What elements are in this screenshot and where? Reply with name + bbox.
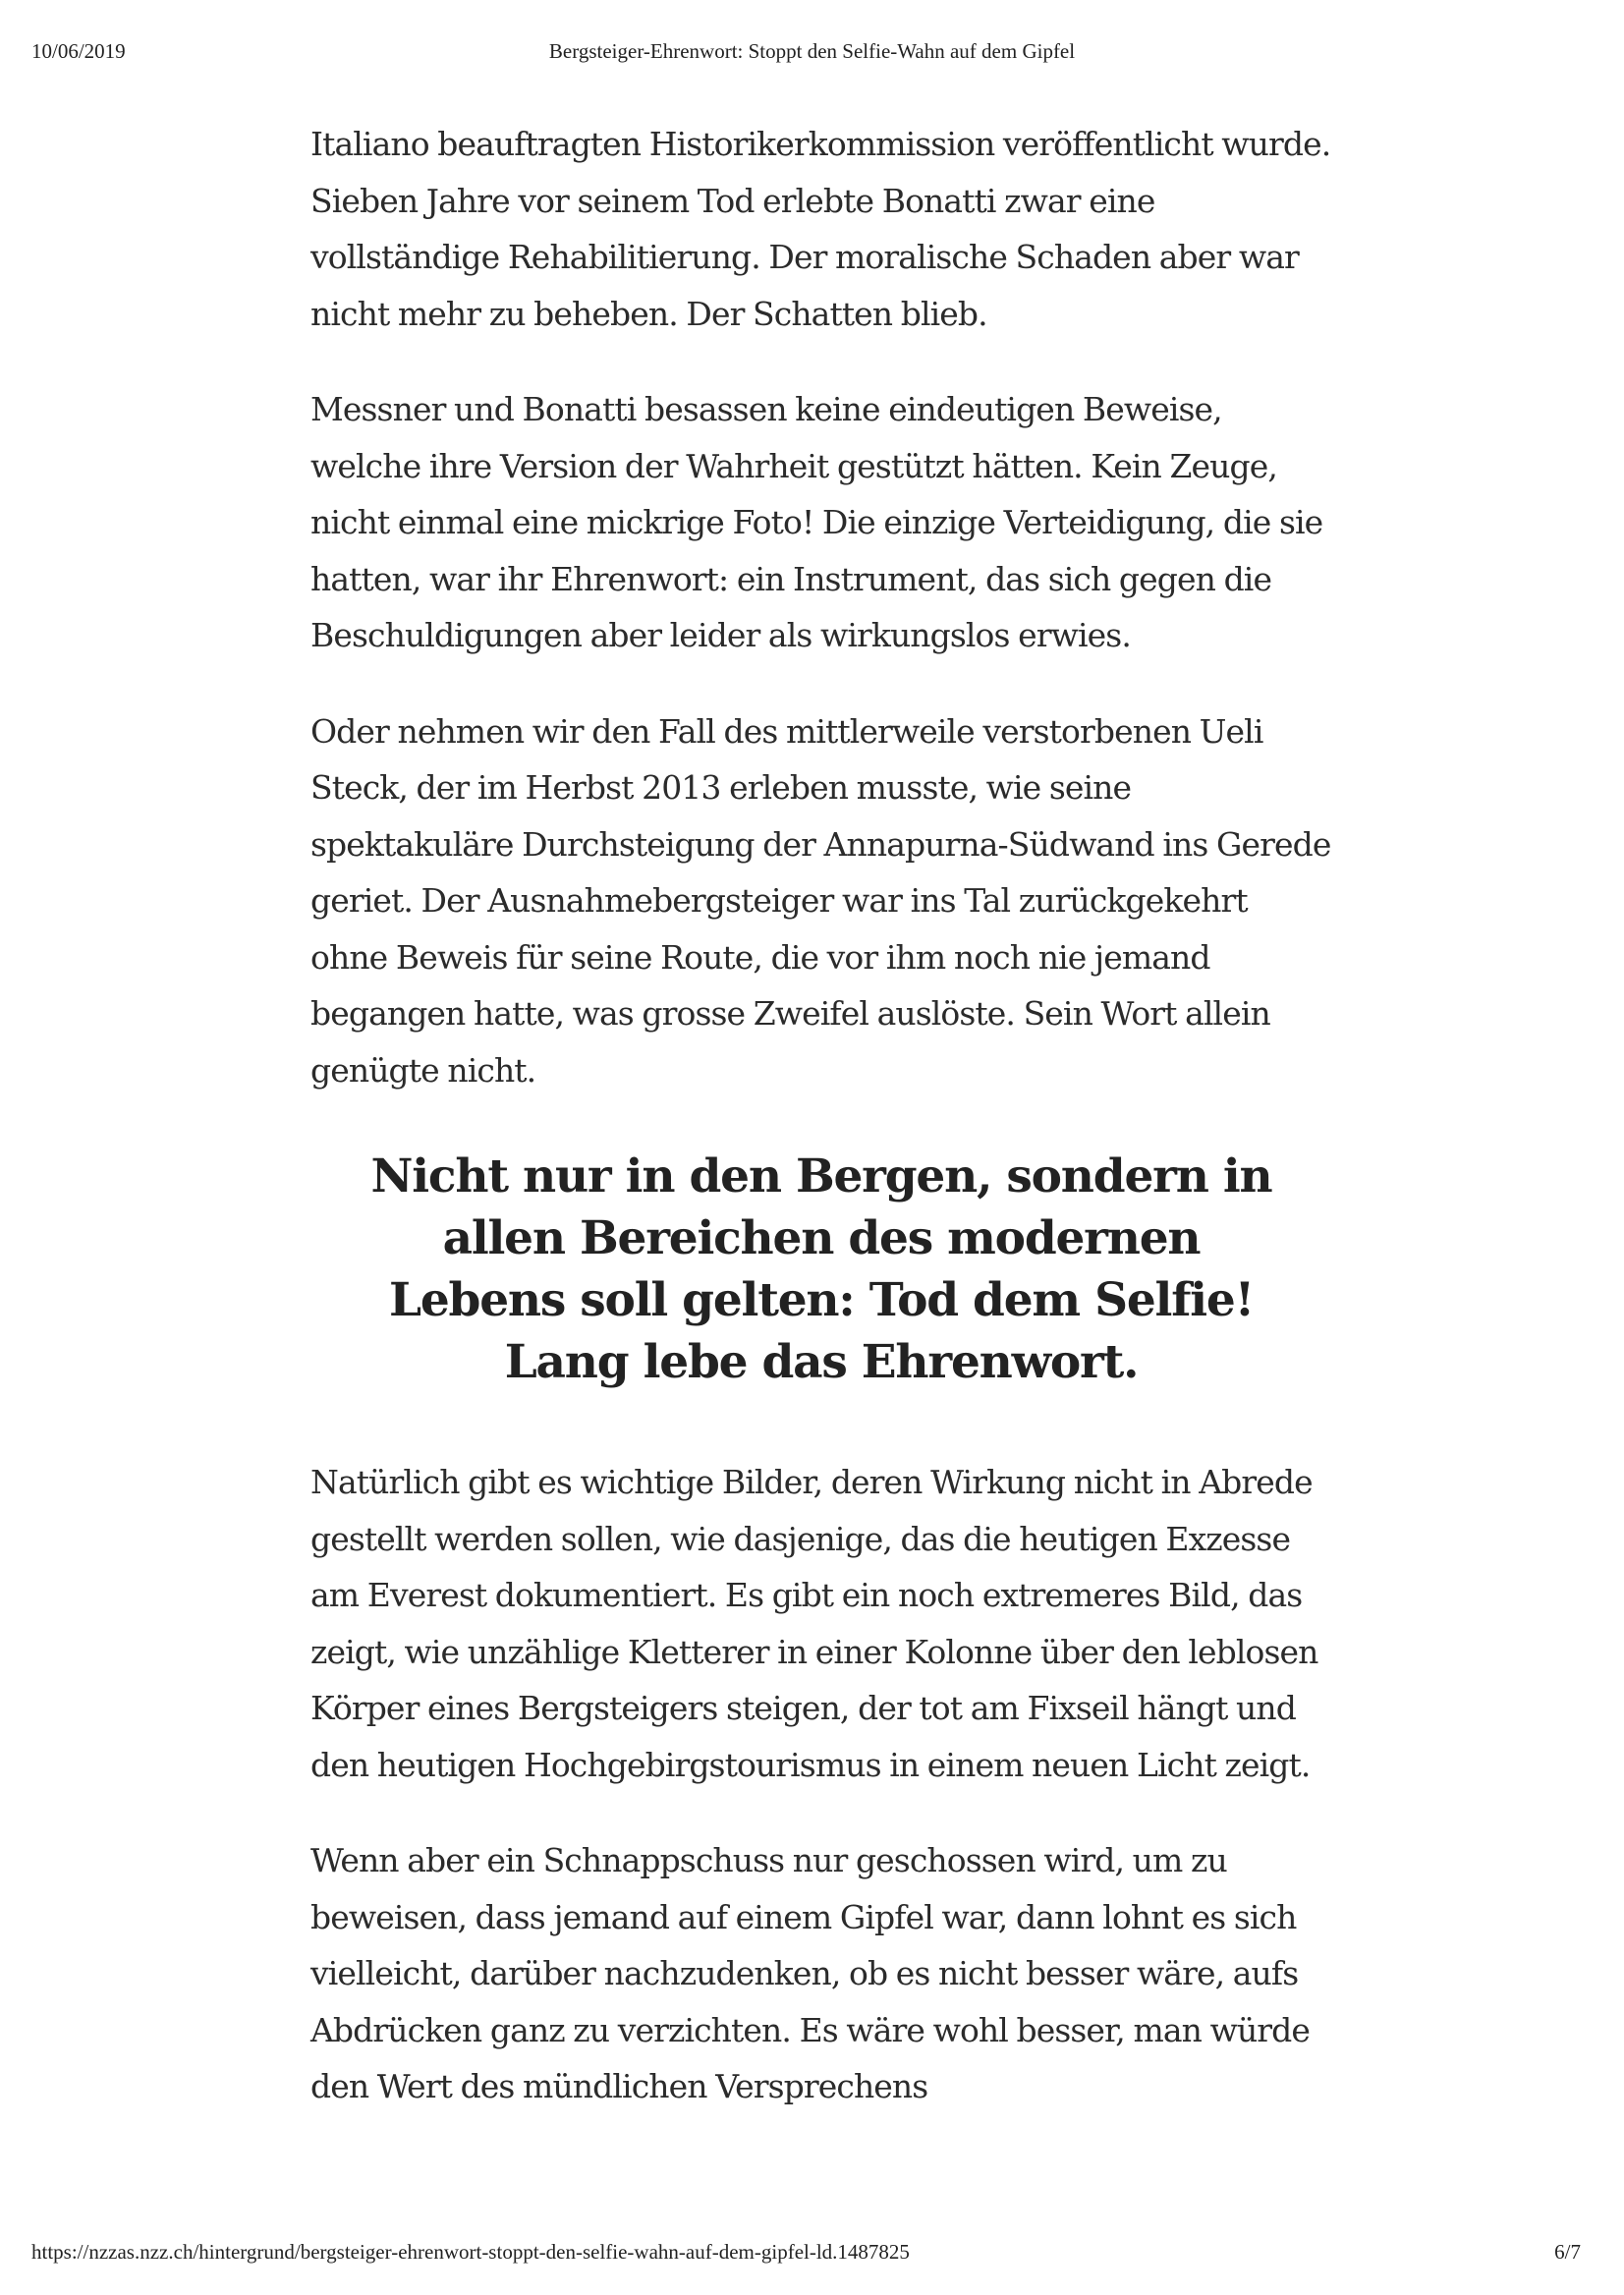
print-header xyxy=(0,39,1624,69)
article-paragraph: Italiano beauftragten Historikerkommission veröffentlicht wurde. Sieben Jahre vor seinem Tod erlebte Bonatti zwar eine vollständige Rehabilitierung. Der moralische Schaden aber war nicht mehr zu beheben. Der Schatten blieb. xyxy=(310,125,1331,333)
article-paragraph: Messner und Bonatti besassen keine eindeutigen Beweise, welche ihre Version der Wahrheit gestützt hätten. Kein Zeuge, nicht einmal eine mickrige Foto! Die einzige Verteidigung, die sie hatten, war ihr Ehrenwort: ein Instrument, das sich gegen die Beschuldigungen aber leider als wirkungslos erwies. xyxy=(310,390,1323,654)
print-page-number: 6/7 xyxy=(1554,2240,1581,2264)
print-footer xyxy=(0,2240,1624,2269)
pull-quote: Nicht nur in den Bergen, sondern in allen Bereichen des modernen Lebens soll gelten: Tod dem Selfie! Lang lebe das Ehrenwort. xyxy=(370,1149,1272,1389)
print-date: 10/06/2019 xyxy=(31,39,126,63)
article-paragraph: Wenn aber ein Schnappschuss nur geschossen wird, um zu beweisen, dass jemand auf einem Gipfel war, dann lohnt es sich vielleicht, darüber nachzudenken, ob es nicht besser wäre, aufs Abdrücken ganz zu verzichten. Es wäre wohl besser, man würde den Wert des mündlichen Versprechens xyxy=(310,1841,1311,2105)
article-body xyxy=(310,116,1332,2155)
article-paragraph: Natürlich gibt es wichtige Bilder, deren Wirkung nicht in Abrede gestellt werden sollen, wie dasjenige, das die heutigen Exzesse am Everest dokumentiert. Es gibt ein noch extremeres Bild, das zeigt, wie unzählige Kletterer in einer Kolonne über den leblosen Körper eines Bergsteigers steigen, der tot am Fixseil hängt und den heutigen Hochgebirgstourismus in einem neuen Licht zeigt. xyxy=(310,1463,1318,1784)
print-page-title: Bergsteiger-Ehrenwort: Stoppt den Selfie-Wahn auf dem Gipfel xyxy=(548,39,1076,63)
print-url: https://nzzas.nzz.ch/hintergrund/bergsteiger-ehrenwort-stoppt-den-selfie-wahn-auf-dem-gipfel-ld.1487825 xyxy=(31,2240,910,2264)
article-paragraph: Oder nehmen wir den Fall des mittlerweile verstorbenen Ueli Steck, der im Herbst 2013 erleben musste, wie seine spektakuläre Durchsteigung der Annapurna-Südwand ins Gerede geriet. Der Ausnahmebergsteiger war ins Tal zurückgekehrt ohne Beweis für seine Route, die vor ihm noch nie jemand begangen hatte, was grosse Zweifel auslöste. Sein Wort allein genügte nicht. xyxy=(310,711,1331,1090)
